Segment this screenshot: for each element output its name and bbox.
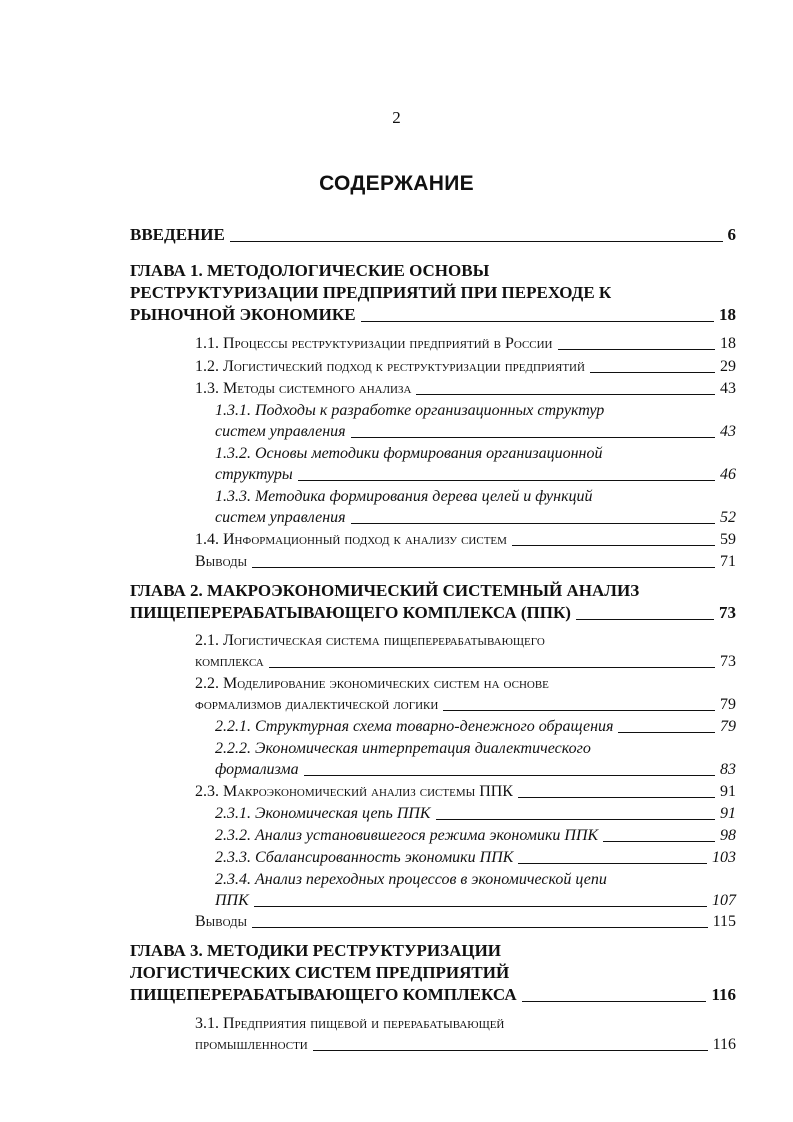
toc-page-number: 91: [720, 783, 736, 800]
toc-entry-section-1-4[interactable]: [195, 529, 736, 550]
leader-line: [351, 436, 715, 438]
toc-entry-title: 1.2. Логистический подход к реструктуризации предприятий: [195, 358, 585, 375]
toc-entry-title: 1.4. Информационный подход к анализу систем: [195, 531, 507, 548]
toc-entry-line: 1.3.3. Методика формирования дерева целей и функций: [215, 488, 593, 505]
toc-page-number: 73: [719, 603, 736, 622]
toc-entry-line: 2.2. Моделирование экономических систем на основе: [195, 675, 549, 692]
toc-page-number: 107: [712, 892, 736, 909]
toc-entry-title: ВВЕДЕНИЕ: [130, 225, 225, 244]
toc-entry-line: комплекса: [195, 653, 264, 670]
toc-entry-line: формализма: [215, 761, 299, 778]
toc-entry-title: 2.3.1. Экономическая цепь ППК: [215, 805, 431, 822]
toc-entry-chapter-3[interactable]: [130, 940, 736, 1006]
leader-line: [603, 840, 715, 842]
leader-line: [618, 731, 715, 733]
toc-entry-section-2-1[interactable]: [195, 630, 736, 672]
toc-entry-title: 1.3. Методы системного анализа: [195, 380, 412, 397]
toc-page-number: 83: [720, 761, 736, 778]
toc-entry-title: 2.3.3. Сбалансированность экономики ППК: [215, 849, 514, 866]
leader-line: [436, 818, 715, 820]
toc-entry-title: 2.3.2. Анализ установившегося режима экономики ППК: [215, 827, 599, 844]
leader-line: [269, 666, 715, 668]
toc-entry-subsection-2-3-1[interactable]: [215, 803, 736, 824]
leader-line: [558, 348, 715, 350]
toc-entry-section-1-1[interactable]: [195, 333, 736, 354]
leader-line: [518, 796, 715, 798]
toc-entry-line: 1.3.1. Подходы к разработке организационных структур: [215, 402, 605, 419]
toc-entry-line: ПИЩЕПЕРЕРАБАТЫВАЮЩЕГО КОМПЛЕКСА: [130, 985, 517, 1004]
toc-entry-conclusions-2[interactable]: [195, 911, 736, 932]
leader-line: [230, 240, 723, 242]
toc-page-number: 79: [720, 718, 736, 735]
page-title: СОДЕРЖАНИЕ: [319, 172, 474, 195]
toc-entry-chapter-1[interactable]: [130, 260, 736, 326]
toc-entry-line: промышленности: [195, 1036, 308, 1053]
toc-entry-subsection-1-3-2[interactable]: [215, 443, 736, 485]
toc-page-number: 18: [719, 305, 736, 324]
toc-entry-introduction[interactable]: [130, 224, 736, 246]
toc-entry-subsection-2-3-2[interactable]: [215, 825, 736, 846]
leader-line: [361, 320, 714, 322]
leader-line: [443, 709, 715, 711]
toc-entry-subsection-2-3-3[interactable]: [215, 847, 736, 868]
toc-entry-line: систем управления: [215, 423, 346, 440]
leader-line: [252, 566, 715, 568]
toc-page-number: 43: [720, 423, 736, 440]
toc-entry-line: РЕСТРУКТУРИЗАЦИИ ПРЕДПРИЯТИЙ ПРИ ПЕРЕХОДЕ К: [130, 283, 612, 302]
toc-entry-line: систем управления: [215, 509, 346, 526]
toc-entry-line: 1.3.2. Основы методики формирования организационной: [215, 445, 603, 462]
toc-entry-subsection-2-2-1[interactable]: [215, 716, 736, 737]
toc-page-number: 98: [720, 827, 736, 844]
toc-entry-line: ГЛАВА 2. МАКРОЭКОНОМИЧЕСКИЙ СИСТЕМНЫЙ АНАЛИЗ: [130, 581, 640, 600]
toc-entry-line: формализмов диалектической логики: [195, 696, 439, 713]
leader-line: [351, 522, 715, 524]
toc-entry-line: ГЛАВА 1. МЕТОДОЛОГИЧЕСКИЕ ОСНОВЫ: [130, 261, 490, 280]
toc-entry-section-3-1[interactable]: [195, 1013, 736, 1055]
toc-entry-subsection-1-3-1[interactable]: [215, 400, 736, 442]
leader-line: [252, 926, 708, 928]
leader-line: [590, 371, 715, 373]
toc-entry-title: Выводы: [195, 913, 248, 930]
toc-entry-line: 2.1. Логистическая система пищеперерабатывающего: [195, 632, 545, 649]
toc-entry-section-2-2[interactable]: [195, 673, 736, 715]
leader-line: [416, 393, 715, 395]
page-number: 2: [392, 108, 401, 127]
toc-entry-title: 1.1. Процессы реструктуризации предприятий в России: [195, 335, 553, 352]
toc-page-number: 6: [727, 225, 736, 244]
toc-entry-title: 2.2.1. Структурная схема товарно-денежного обращения: [215, 718, 614, 735]
toc-entry-line: структуры: [215, 466, 293, 483]
toc-entry-line: 2.2.2. Экономическая интерпретация диалектического: [215, 740, 591, 757]
leader-line: [512, 544, 715, 546]
toc-page-number: 43: [720, 380, 736, 397]
toc-page-number: 115: [712, 913, 736, 930]
toc-entry-section-1-2[interactable]: [195, 356, 736, 377]
leader-line: [518, 862, 707, 864]
toc-entry-subsection-2-3-4[interactable]: [215, 869, 736, 911]
toc-page-number: 29: [720, 358, 736, 375]
toc-page-number: 46: [720, 466, 736, 483]
toc-entry-conclusions-1[interactable]: [195, 551, 736, 572]
toc-entry-chapter-2[interactable]: [130, 580, 736, 624]
toc-entry-section-1-3[interactable]: [195, 378, 736, 399]
leader-line: [576, 618, 714, 620]
toc-entry-line: РЫНОЧНОЙ ЭКОНОМИКЕ: [130, 305, 356, 324]
leader-line: [522, 1000, 707, 1002]
toc-entry-section-2-3[interactable]: [195, 781, 736, 802]
toc-entry-line: 3.1. Предприятия пищевой и перерабатывающей: [195, 1015, 505, 1032]
toc-page-number: 59: [720, 531, 736, 548]
toc-page-number: 103: [712, 849, 736, 866]
toc-entry-line: ЛОГИСТИЧЕСКИХ СИСТЕМ ПРЕДПРИЯТИЙ: [130, 963, 510, 982]
toc-entry-title: Выводы: [195, 553, 248, 570]
leader-line: [254, 905, 707, 907]
toc-entry-subsection-1-3-3[interactable]: [215, 486, 736, 528]
toc-page-number: 79: [720, 696, 736, 713]
toc-page-number: 71: [720, 553, 736, 570]
toc-entry-line: ГЛАВА 3. МЕТОДИКИ РЕСТРУКТУРИЗАЦИИ: [130, 941, 502, 960]
toc-page-number: 18: [720, 335, 736, 352]
toc-page-number: 116: [712, 1036, 736, 1053]
leader-line: [298, 479, 715, 481]
toc-page-number: 116: [711, 985, 736, 1004]
toc-page-number: 73: [720, 653, 736, 670]
toc-entry-title: 2.3. Макроэкономический анализ системы ППК: [195, 783, 513, 800]
toc-entry-line: 2.3.4. Анализ переходных процессов в экономической цепи: [215, 871, 607, 888]
leader-line: [304, 774, 715, 776]
toc-entry-line: ППК: [215, 892, 249, 909]
leader-line: [313, 1049, 708, 1051]
toc-entry-subsection-2-2-2[interactable]: [215, 738, 736, 780]
toc-page-number: 91: [720, 805, 736, 822]
toc-entry-line: ПИЩЕПЕРЕРАБАТЫВАЮЩЕГО КОМПЛЕКСА (ППК): [130, 603, 571, 622]
toc-page-number: 52: [720, 509, 736, 526]
